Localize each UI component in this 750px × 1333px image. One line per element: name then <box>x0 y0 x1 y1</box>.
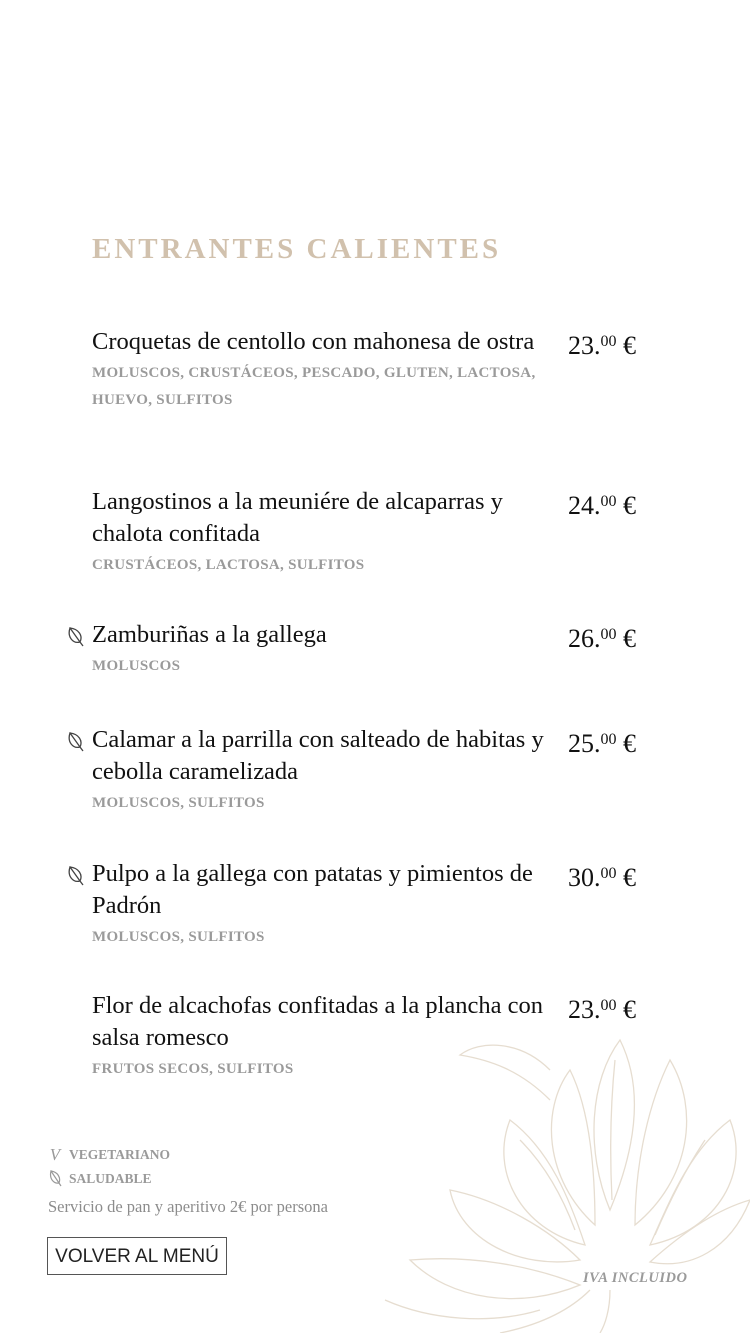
price-currency: € <box>623 491 636 520</box>
menu-item <box>92 486 654 579</box>
price-currency: € <box>623 729 636 758</box>
menu-item-allergens: FRUTOS SECOS, SULFITOS <box>92 1061 294 1077</box>
menu-item-price <box>568 619 636 655</box>
price-currency: € <box>623 624 636 653</box>
menu-item-name: Flor de alcachofas confitadas a la plancha con salsa romesco <box>92 992 544 1051</box>
price-currency: € <box>623 863 636 892</box>
menu-item-name: Langostinos a la meuniére de alcaparras y chalota confitada <box>92 488 503 547</box>
price-integer: 30. <box>568 863 601 892</box>
price-decimals: 00 <box>600 997 617 1014</box>
menu-item-allergens: CRUSTÁCEOS, LACTOSA, SULFITOS <box>92 557 365 573</box>
leaf-icon <box>66 866 84 886</box>
menu-item-allergens: MOLUSCOS, CRUSTÁCEOS, PESCADO, GLUTEN, LACTOSA, HUEVO, SULFITOS <box>92 365 536 408</box>
leaf-icon <box>66 732 84 752</box>
menu-item <box>92 724 654 817</box>
menu-item-price <box>568 326 636 362</box>
menu-item-price <box>568 724 636 760</box>
price-currency: € <box>623 331 636 360</box>
tax-note: IVA INCLUIDO <box>583 1270 688 1286</box>
vegetarian-symbol: V <box>49 1145 61 1164</box>
menu-item-price <box>568 486 636 522</box>
service-note: Servicio de pan y aperitivo 2€ por persona <box>48 1197 328 1216</box>
menu-item-allergens: MOLUSCOS <box>92 658 181 674</box>
legend-vegetarian <box>48 1145 170 1165</box>
price-integer: 26. <box>568 624 601 653</box>
menu-item <box>92 326 654 414</box>
legend-vegetarian-label: VEGETARIANO <box>69 1147 171 1162</box>
menu-item-name: Pulpo a la gallega con patatas y pimientos de Padrón <box>92 860 533 919</box>
menu-item-name: Zamburiñas a la gallega <box>92 621 327 648</box>
menu-item-name: Croquetas de centollo con mahonesa de ostra <box>92 328 535 355</box>
back-to-menu-button[interactable]: VOLVER AL MENÚ <box>47 1237 227 1275</box>
price-decimals: 00 <box>600 626 617 643</box>
menu-item <box>92 619 654 680</box>
menu-item-price <box>568 990 636 1026</box>
menu-item <box>92 990 654 1083</box>
price-decimals: 00 <box>600 731 617 748</box>
menu-item-allergens: MOLUSCOS, SULFITOS <box>92 795 265 811</box>
price-decimals: 00 <box>600 865 617 882</box>
price-integer: 25. <box>568 729 601 758</box>
menu-item-price <box>568 858 636 894</box>
price-integer: 23. <box>568 995 601 1024</box>
leaf-icon <box>66 627 84 647</box>
price-decimals: 00 <box>600 333 617 350</box>
section-title: ENTRANTES CALIENTES <box>92 233 502 265</box>
price-decimals: 00 <box>600 493 617 510</box>
price-currency: € <box>623 995 636 1024</box>
menu-item-name: Calamar a la parrilla con salteado de habitas y cebolla caramelizada <box>92 726 544 785</box>
price-integer: 24. <box>568 491 601 520</box>
menu-item <box>92 858 654 951</box>
price-integer: 23. <box>568 331 601 360</box>
legend-healthy-label: SALUDABLE <box>69 1170 152 1186</box>
legend-healthy <box>48 1170 152 1187</box>
leaf-icon <box>48 1170 62 1187</box>
menu-item-allergens: MOLUSCOS, SULFITOS <box>92 929 265 945</box>
